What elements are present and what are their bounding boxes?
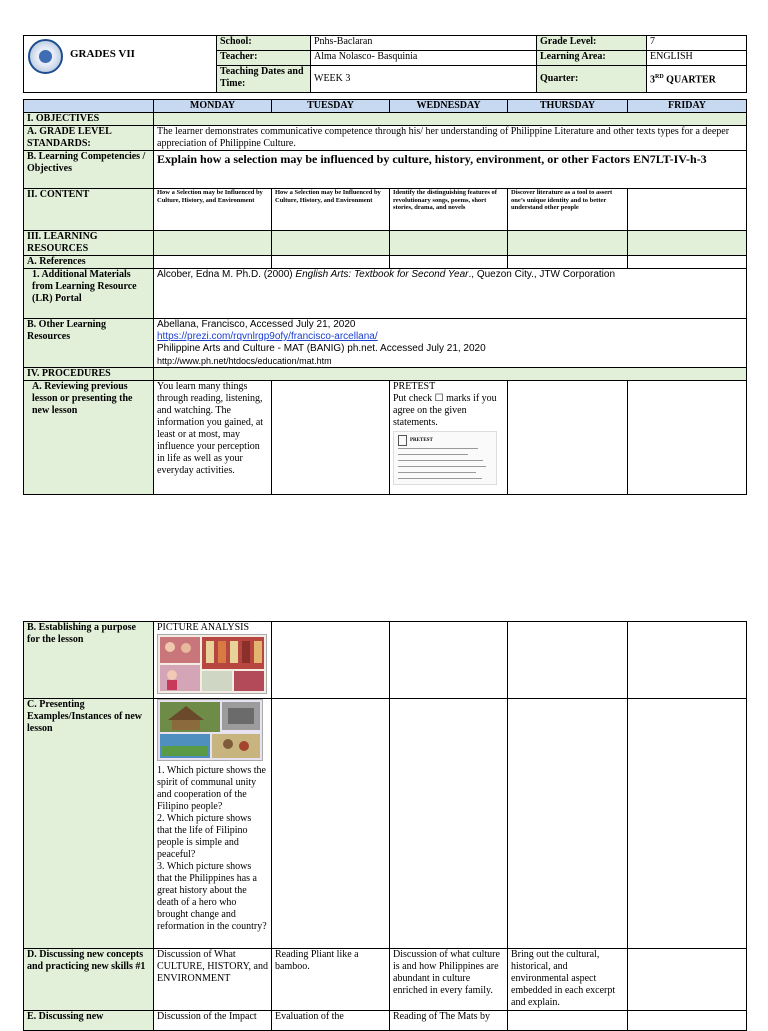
day-tuesday: TUESDAY <box>272 100 390 113</box>
learning-area-value: ENGLISH <box>647 51 747 66</box>
objectives-title: I. OBJECTIVES <box>24 113 154 126</box>
dates-label: Teaching Dates and Time: <box>217 66 311 93</box>
grade-level-label: Grade Level: <box>537 36 647 51</box>
establishing-label: B. Establishing a purpose for the lesson <box>24 622 154 699</box>
objectives-blank <box>154 113 747 126</box>
competencies-label: B. Learning Competencies / Objectives <box>24 151 154 189</box>
discussing-2-thursday <box>508 1011 628 1031</box>
presenting-tuesday <box>272 699 390 949</box>
content-monday: How a Selection may be Influenced by Culture, History, and Environment <box>154 189 272 231</box>
document-icon <box>398 435 407 446</box>
establishing-tuesday <box>272 622 390 699</box>
presenting-monday <box>154 699 272 949</box>
learning-area-label: Learning Area: <box>537 51 647 66</box>
pretest-thumb-title: PRETEST <box>410 438 433 443</box>
picture-analysis-title: PICTURE ANALYSIS <box>157 622 250 633</box>
establishing-wednesday <box>390 622 508 699</box>
reviewing-wednesday <box>390 381 508 495</box>
other-resources-text <box>154 319 747 368</box>
reviewing-monday: You learn many things through reading, listening, and watching. The information you gained, at least or at most, may influence your perception in life as well as your everyday activities. <box>154 381 272 495</box>
reviewing-thursday <box>508 381 628 495</box>
resource-line-4: http://www.ph.net/htdocs/education/mat.htm <box>157 356 332 366</box>
discussing-2-tuesday: Evaluation of the <box>272 1011 390 1031</box>
ref-tue <box>272 256 390 269</box>
day-thursday: THURSDAY <box>508 100 628 113</box>
discussing-1-friday <box>628 949 747 1011</box>
school-label: School: <box>217 36 311 51</box>
reviewing-tuesday <box>272 381 390 495</box>
res-wed <box>390 231 508 256</box>
presenting-questions: 1. Which picture shows the spirit of communal unity and cooperation of the Filipino people? 2. Which picture shows that the life of Filipino people is simple and peaceful? 3. Which picture shows that the Philippines has a great history about the death of a hero who brought change and reformation in the country? <box>157 765 267 932</box>
header-logo-cell <box>24 36 217 93</box>
content-title: II. CONTENT <box>24 189 154 231</box>
other-resources-label: B. Other Learning Resources <box>24 319 154 368</box>
reviewing-label: A. Reviewing previous lesson or presenting the new lesson <box>24 381 154 495</box>
grade-title: GRADES VII <box>70 48 135 60</box>
res-mon <box>154 231 272 256</box>
establishing-friday <box>628 622 747 699</box>
content-wednesday: Identify the distinguishing features of revolutionary songs, poems, short stories, drama, and novels <box>390 189 508 231</box>
day-monday: MONDAY <box>154 100 272 113</box>
content-thursday: Discover literature as a tool to assert one’s unique identity and to better understand other people <box>508 189 628 231</box>
discussing-2-friday <box>628 1011 747 1031</box>
procedures-title: IV. PROCEDURES <box>24 368 154 381</box>
discussing-2-monday: Discussion of the Impact <box>154 1011 272 1031</box>
corner-cell <box>24 100 154 113</box>
references-label: A. References <box>24 256 154 269</box>
grade-level-value: 7 <box>647 36 747 51</box>
dates-value: WEEK 3 <box>311 66 537 93</box>
presenting-friday <box>628 699 747 949</box>
resource-line-1: Abellana, Francisco, Accessed July 21, 2020 <box>157 319 356 330</box>
content-friday <box>628 189 747 231</box>
discussing-1-monday: Discussion of What CULTURE, HISTORY, and ENVIRONMENT <box>154 949 272 1011</box>
discussing-1-thursday: Bring out the cultural, historical, and environmental aspect embedded in each excerpt and explain. <box>508 949 628 1011</box>
ref-thu <box>508 256 628 269</box>
ref-wed <box>390 256 508 269</box>
pretest-title: PRETEST <box>393 381 436 392</box>
reviewing-friday <box>628 381 747 495</box>
procedures-blank <box>154 368 747 381</box>
day-wednesday: WEDNESDAY <box>390 100 508 113</box>
philippine-scenes-collage <box>157 699 263 761</box>
res-fri <box>628 231 747 256</box>
presenting-thursday <box>508 699 628 949</box>
discussing-1-label: D. Discussing new concepts and practicing new skills #1 <box>24 949 154 1011</box>
res-thu <box>508 231 628 256</box>
discussing-1-wednesday: Discussion of what culture is and how Philippines are abundant in culture enriched in every family. <box>390 949 508 1011</box>
presenting-wednesday <box>390 699 508 949</box>
discussing-2-wednesday: Reading of The Mats by <box>390 1011 508 1031</box>
ref-mon <box>154 256 272 269</box>
ref-fri <box>628 256 747 269</box>
culture-photo-collage <box>157 634 267 694</box>
content-tuesday: How a Selection may be Influenced by Culture, History, and Environment <box>272 189 390 231</box>
discussing-2-label: E. Discussing new <box>24 1011 154 1031</box>
establishing-thursday <box>508 622 628 699</box>
school-value: Pnhs-Baclaran <box>311 36 537 51</box>
resources-title: III. LEARNING RESOURCES <box>24 231 154 256</box>
quarter-value: 3RD QUARTER <box>647 66 747 93</box>
gls-text: The learner demonstrates communicative competence through his/ her understanding of Philippine Literature and other texts types for a deeper appreciation of Philippine Culture. <box>154 126 747 151</box>
res-tue <box>272 231 390 256</box>
prezi-link[interactable]: https://prezi.com/rqvnlrgp9ofy/francisco-arcellana/ <box>157 331 378 342</box>
establishing-monday <box>154 622 272 699</box>
pretest-instructions: Put check ☐ marks if you agree on the given statements. <box>393 393 497 428</box>
lesson-plan-table-continued <box>23 621 747 1031</box>
presenting-label: C. Presenting Examples/Instances of new lesson <box>24 699 154 949</box>
header-table <box>23 35 747 93</box>
lesson-plan-table <box>23 99 747 495</box>
lr-portal-text: Alcober, Edna M. Ph.D. (2000) English Arts: Textbook for Second Year., Quezon City., JTW Corporation <box>154 269 747 319</box>
discussing-1-tuesday: Reading Pliant like a bamboo. <box>272 949 390 1011</box>
day-friday: FRIDAY <box>628 100 747 113</box>
competencies-text: Explain how a selection may be influenced by culture, history, environment, or other Factors EN7LT-IV-h-3 <box>154 151 747 189</box>
teacher-value: Alma Nolasco- Basquinia <box>311 51 537 66</box>
lr-portal-label: 1. Additional Materials from Learning Resource (LR) Portal <box>24 269 154 319</box>
quarter-label: Quarter: <box>537 66 647 93</box>
pretest-thumbnail <box>393 431 497 485</box>
teacher-label: Teacher: <box>217 51 311 66</box>
gls-label: A. GRADE LEVEL STANDARDS: <box>24 126 154 151</box>
resource-line-3: Philippine Arts and Culture - MAT (BANIG) ph.net. Accessed July 21, 2020 <box>157 343 486 354</box>
deped-seal-icon <box>28 39 63 74</box>
